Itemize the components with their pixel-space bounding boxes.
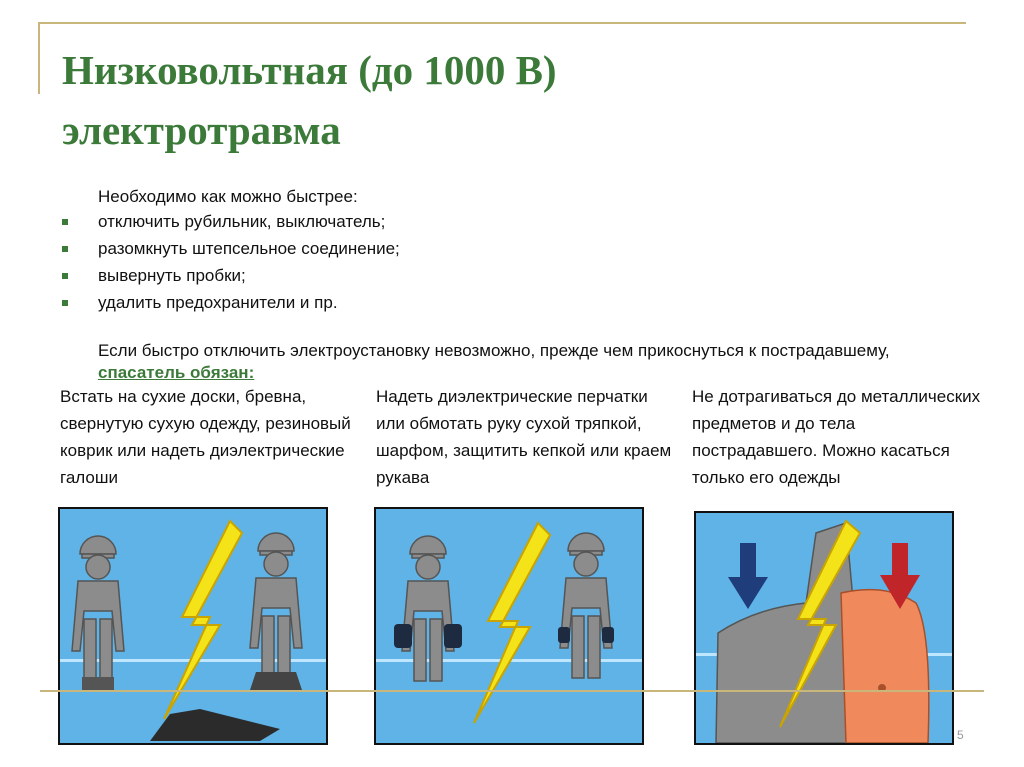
picture-2-svg bbox=[376, 509, 642, 743]
dielectric-gloves bbox=[394, 624, 462, 648]
rescuer-figure bbox=[250, 533, 302, 674]
title-line-1: Низковольтная (до 1000 В) bbox=[62, 47, 557, 93]
lightning-icon bbox=[474, 523, 550, 723]
rescuer-paragraph: Если быстро отключить электроустановку невозможно, прежде чем прикоснуться к пострадавшему, спасатель обязан: bbox=[98, 341, 890, 382]
victim-boots bbox=[82, 677, 114, 691]
slide-title bbox=[62, 40, 962, 160]
bullet-square-icon bbox=[62, 246, 68, 252]
picture-3-svg bbox=[696, 513, 952, 743]
title-line-2: электротравма bbox=[62, 107, 341, 153]
instruction-column-1: Встать на сухие доски, бревна, свернутую сухую одежду, резиновый коврик или надеть диэлектрические галоши bbox=[60, 387, 351, 487]
instruction-column-3: Не дотрагиваться до металлических предметов и до тела пострадавшего. Можно касаться только его одежды bbox=[692, 387, 981, 487]
dry-mat bbox=[150, 709, 280, 741]
rescuer-with-gloves-picture bbox=[374, 507, 644, 745]
bare-body-figure bbox=[841, 590, 929, 743]
slide-number: 5 bbox=[957, 728, 964, 742]
list-item: разомкнуть штепсельное соединение; bbox=[60, 235, 400, 262]
victim-figure bbox=[72, 536, 124, 679]
victim-figure bbox=[560, 533, 612, 678]
bullet-square-icon bbox=[62, 273, 68, 279]
picture-1-svg bbox=[60, 509, 326, 743]
list-item: вывернуть пробки; bbox=[60, 262, 400, 289]
rescuer-on-dry-mat-picture bbox=[58, 507, 328, 745]
list-item: отключить рубильник, выключатель; bbox=[60, 208, 400, 235]
frame-top-line bbox=[38, 22, 966, 24]
intro-text: Необходимо как можно быстрее: bbox=[98, 187, 358, 206]
victim-cuffs bbox=[558, 627, 614, 643]
bullet-square-icon bbox=[62, 219, 68, 225]
instruction-column-2: Надеть диэлектрические перчатки или обмотать руку сухой тряпкой, шарфом, защитить кепкой или краем рукава bbox=[376, 387, 672, 487]
list-item: удалить предохранители и пр. bbox=[60, 289, 400, 316]
rescuer-obliged-highlight: спасатель обязан: bbox=[98, 363, 255, 382]
down-arrow-dark-icon bbox=[728, 543, 768, 609]
action-list bbox=[60, 208, 400, 316]
dielectric-galoshes bbox=[250, 672, 302, 690]
frame-left-line bbox=[38, 22, 40, 94]
touch-clothes-only-picture bbox=[694, 511, 954, 745]
bullet-square-icon bbox=[62, 300, 68, 306]
frame-bottom-line bbox=[40, 690, 984, 692]
